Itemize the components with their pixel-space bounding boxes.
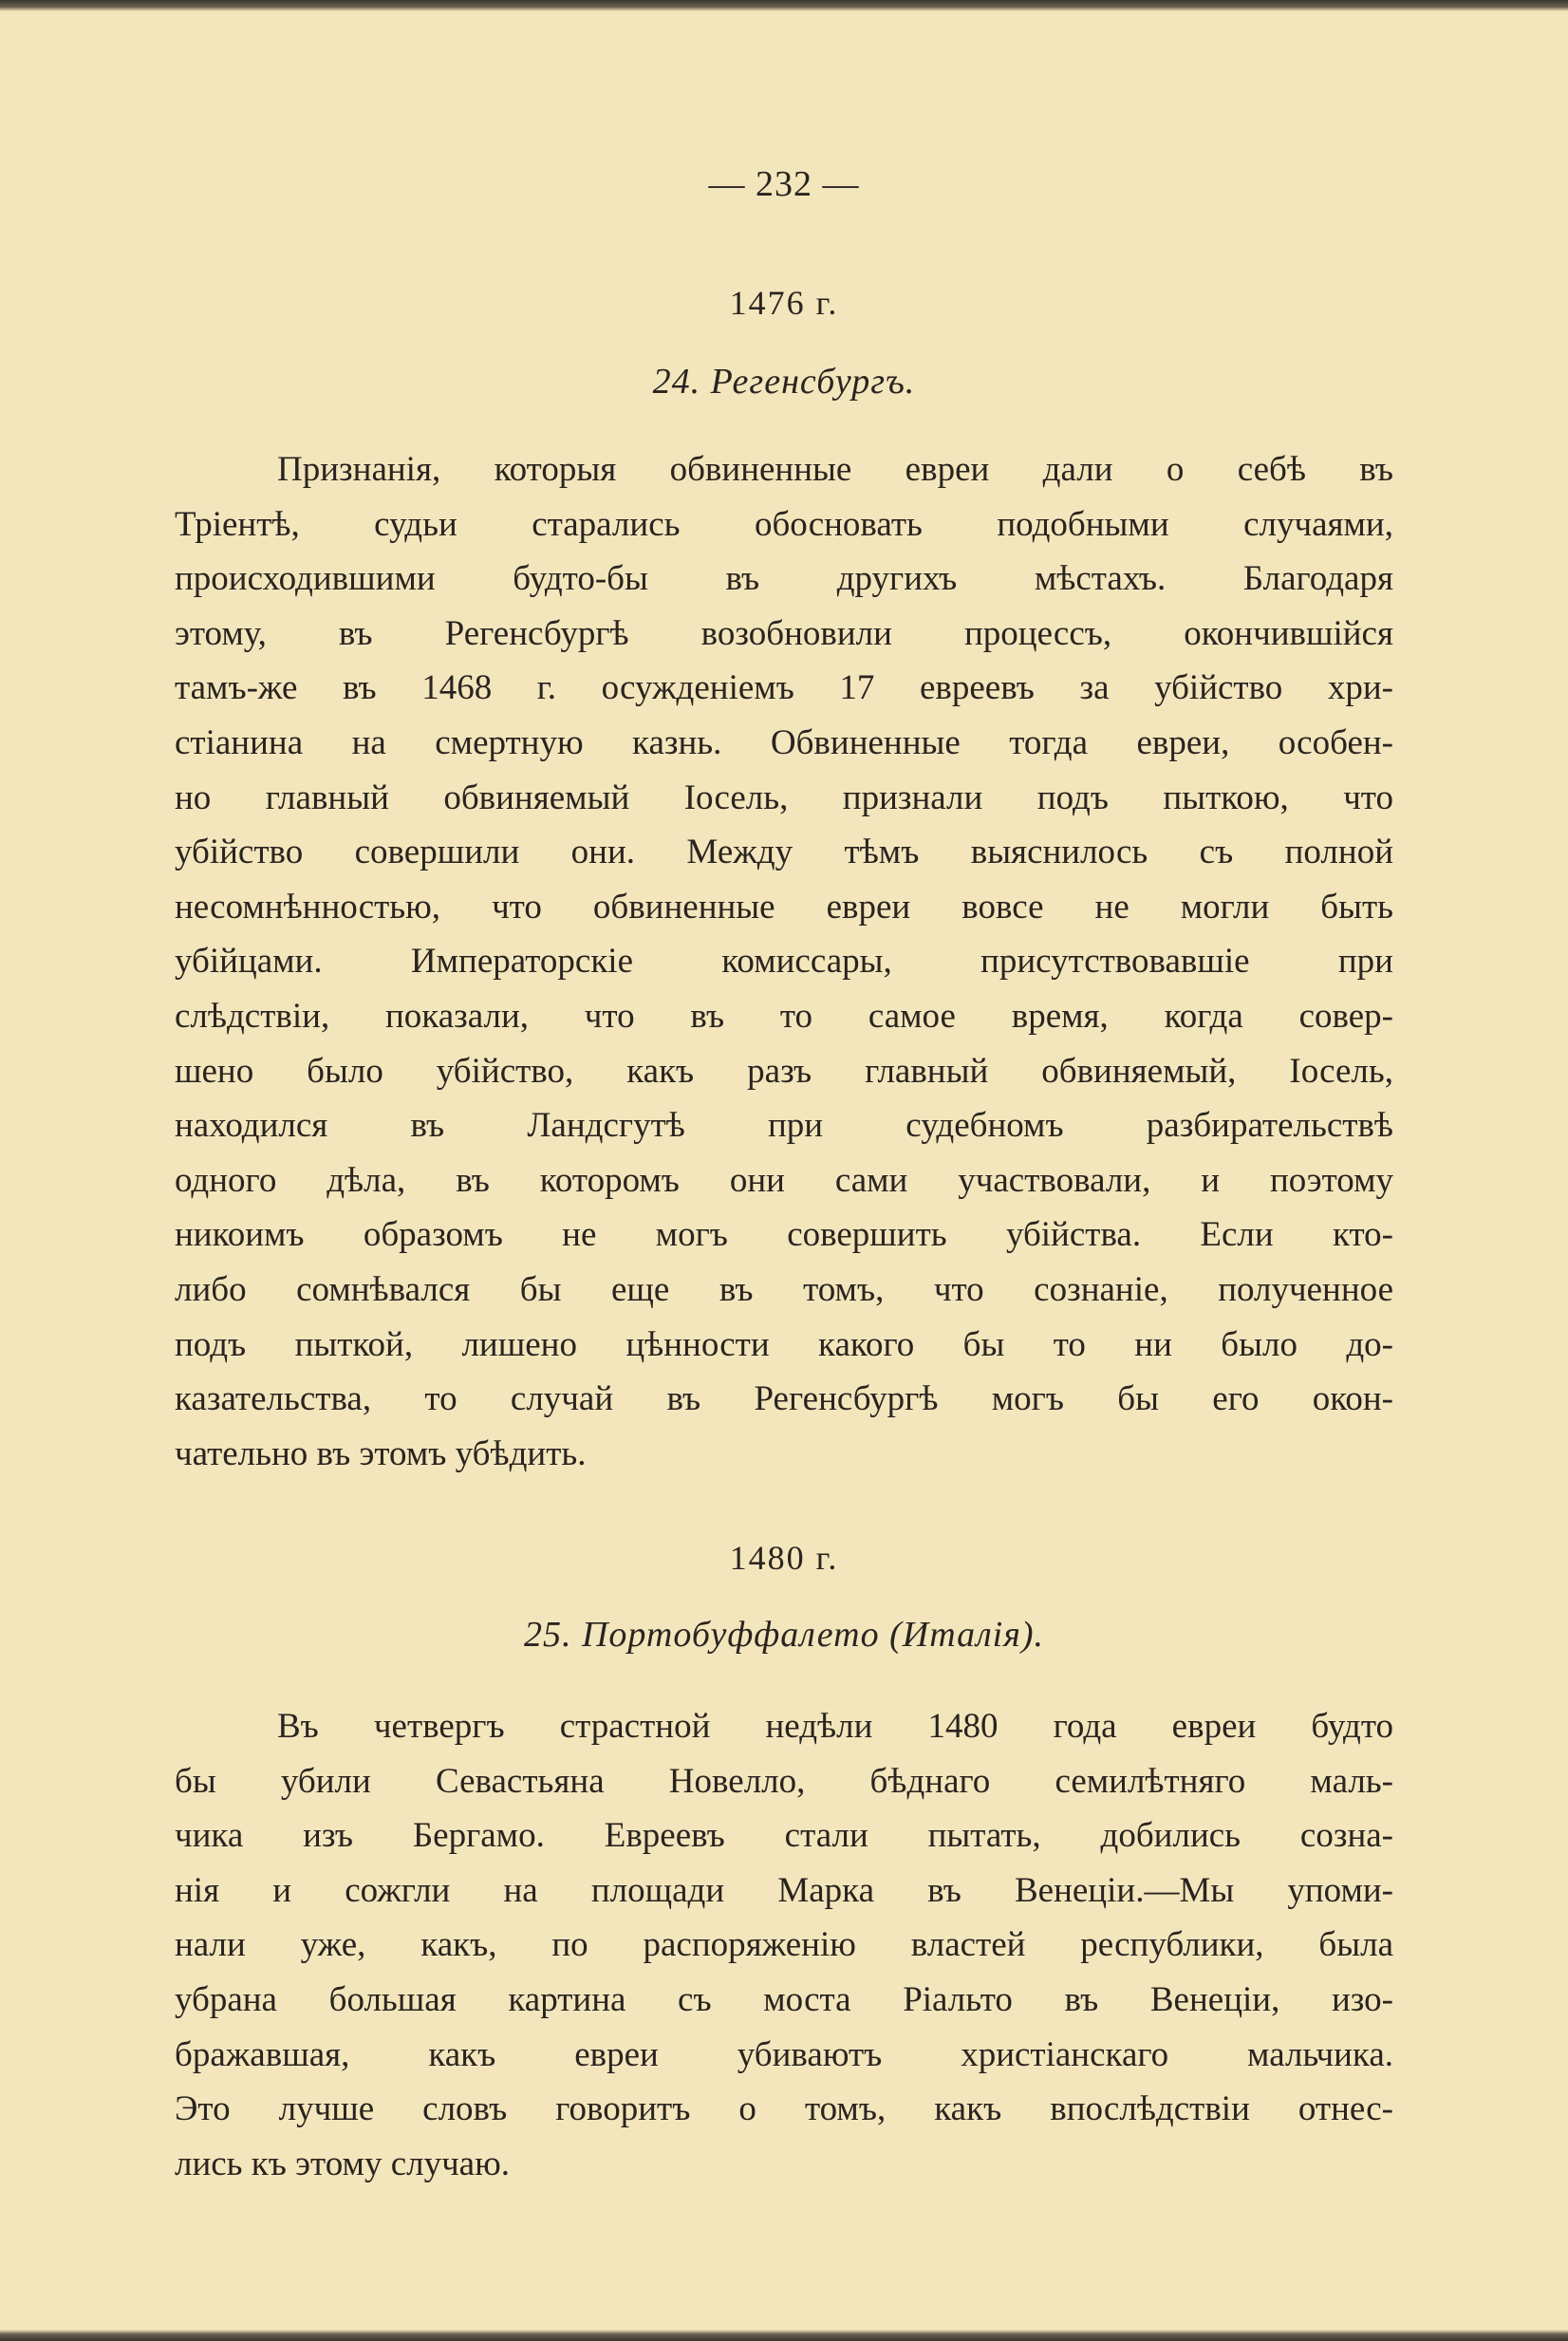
text-line: убрана большая картина съ моста Ріальто въ Венеціи, изо-: [175, 1979, 1393, 2019]
text-line: происходившими будто-бы въ другихъ мѣстахъ. Благодаря: [175, 559, 1393, 599]
page-number: — 232 —: [708, 164, 860, 204]
text-line: чательно въ этомъ убѣдить.: [175, 1433, 587, 1473]
section-year: 1480 г.: [729, 1539, 839, 1577]
text-line: бы убили Севастьяна Новелло, бѣднаго семилѣтняго маль-: [175, 1761, 1393, 1801]
section-title: 25. Портобуффалето (Италія).: [523, 1615, 1045, 1655]
text-line: этому, въ Регенсбургѣ возобновили процессъ, окончившійся: [175, 613, 1393, 653]
page-top-edge: [0, 0, 1568, 11]
text-line: чика изъ Бергамо. Евреевъ стали пытать, добились созна-: [175, 1816, 1393, 1856]
paragraph: [175, 442, 1393, 1481]
text-line: никоимъ образомъ не могъ совершить убійства. Если кто-: [175, 1215, 1393, 1255]
text-line: тамъ-же въ 1468 г. осужденіемъ 17 евреевъ за убійство хри-: [175, 668, 1393, 708]
text-line: подъ пыткой, лишено цѣнности какого бы то ни было до-: [175, 1324, 1393, 1364]
text-line: лись къ этому случаю.: [175, 2144, 510, 2183]
text-line: Признанія, которыя обвиненные евреи дали о себѣ въ: [277, 450, 1393, 489]
text-line: Въ четвергъ страстной недѣли 1480 года евреи будто: [277, 1707, 1393, 1746]
text-line: бражавшая, какъ евреи убиваютъ христіанскаго мальчика.: [175, 2034, 1393, 2074]
text-line: находился въ Ландсгутѣ при судебномъ разбирательствѣ: [175, 1106, 1393, 1146]
text-line: но главный обвиняемый Іосель, признали подъ пыткою, что: [175, 777, 1393, 817]
text-line: казательства, то случай въ Регенсбургѣ могъ бы его окон-: [175, 1379, 1393, 1419]
text-line: одного дѣла, въ которомъ они сами участвовали, и поэтому: [175, 1160, 1393, 1200]
text-line: Это лучше словъ говоритъ о томъ, какъ впослѣдствіи отнес-: [175, 2089, 1393, 2129]
text-line: несомнѣнностью, что обвиненные евреи вовсе не могли быть: [175, 887, 1393, 927]
text-line: убійство совершили они. Между тѣмъ выяснилось съ полной: [175, 833, 1393, 872]
text-line: Тріентѣ, судьи старались обосновать подобными случаями,: [175, 504, 1393, 544]
text-line: шено было убійство, какъ разъ главный обвиняемый, Іосель,: [175, 1051, 1393, 1091]
page-bottom-edge: [0, 2330, 1568, 2341]
paragraph: [175, 1699, 1393, 2191]
section-title: 24. Регенсбургъ.: [652, 362, 916, 402]
text-line: либо сомнѣвался бы еще въ томъ, что сознаніе, полученное: [175, 1269, 1393, 1309]
text-line: убійцами. Императорскіе комиссары, присутствовавшіе при: [175, 942, 1393, 982]
section-year: 1476 г.: [729, 284, 839, 322]
text-line: нія и сожгли на площади Марка въ Венеціи.—Мы упоми-: [175, 1870, 1393, 1910]
text-line: слѣдствіи, показали, что въ то самое время, когда совер-: [175, 996, 1393, 1036]
text-line: стіанина на смертную казнь. Обвиненные тогда евреи, особен-: [175, 722, 1393, 762]
text-line: нали уже, какъ, по распоряженію властей республики, была: [175, 1925, 1393, 1965]
